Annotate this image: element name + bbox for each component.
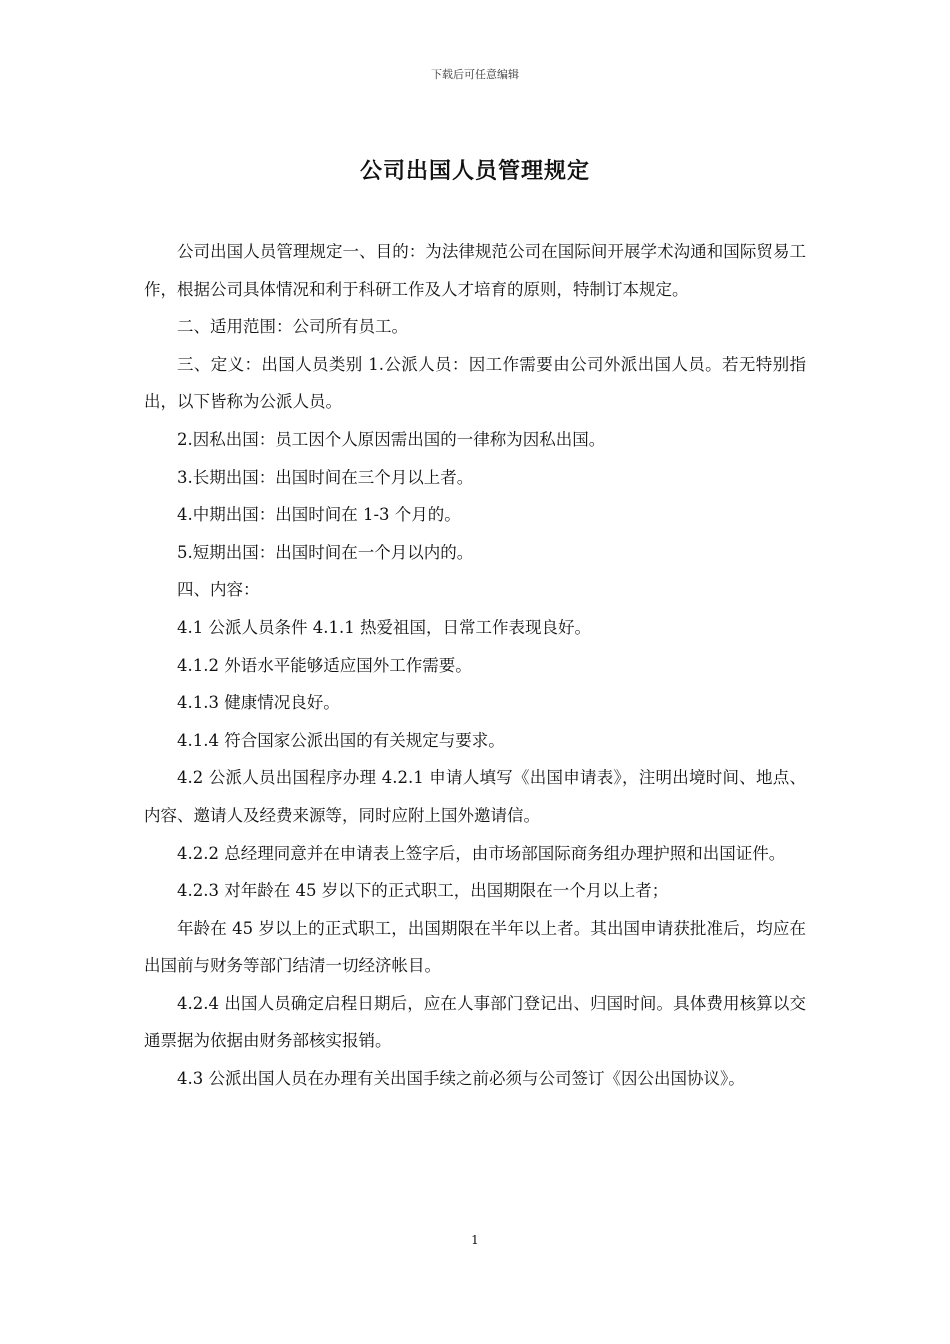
- page-number: 1: [471, 1233, 479, 1247]
- paragraph: 4.2.3 对年龄在 45 岁以下的正式职工，出国期限在一个月以上者；: [177, 881, 669, 901]
- paragraph: 4.2 公派人员出国程序办理 4.2.1 申请人填写《出国申请表》，注明出境时间、地点、内容、邀请人及经费来源等，同时应附上国外邀请信。: [144, 768, 806, 825]
- paragraph: 二、适用范围：公司所有员工。: [177, 317, 408, 337]
- paragraph: 4.3 公派出国人员在办理有关出国手续之前必须与公司签订《因公出国协议》。: [177, 1069, 745, 1089]
- paragraph: 公司出国人员管理规定一、目的：为法律规范公司在国际间开展学术沟通和国际贸易工作，根据公司具体情况和利于科研工作及人才培育的原则，特制订本规定。: [144, 242, 806, 299]
- paragraph: 4.1.3 健康情况良好。: [177, 693, 340, 713]
- paragraph: 年龄在 45 岁以上的正式职工，出国期限在半年以上者。其出国申请获批准后，均应在出国前与财务等部门结清一切经济帐目。: [144, 918, 806, 976]
- paragraph: 三、定义：出国人员类别 1.公派人员：因工作需要由公司外派出国人员。若无特别指出，以下皆称为公派人员。: [144, 354, 806, 412]
- paragraph: 4.1.2 外语水平能够适应国外工作需要。: [177, 655, 472, 675]
- paragraph: 5.短期出国：出国时间在一个月以内的。: [177, 542, 474, 562]
- paragraph: 四、内容：: [177, 580, 260, 600]
- header-note: 下载后可任意编辑: [431, 68, 519, 81]
- paragraph: 4.2.4 出国人员确定启程日期后，应在人事部门登记出、归国时间。具体费用核算以交通票据为依据由财务部核实报销。: [144, 993, 806, 1051]
- paragraph: 4.1.4 符合国家公派出国的有关规定与要求。: [177, 730, 505, 750]
- document-body: [144, 233, 806, 1098]
- paragraph: 4.中期出国：出国时间在 1-3 个月的。: [177, 505, 461, 525]
- paragraph: 4.2.2 总经理同意并在申请表上签字后，由市场部国际商务组办理护照和出国证件。: [177, 843, 786, 863]
- paragraph: 4.1 公派人员条件 4.1.1 热爱祖国，日常工作表现良好。: [177, 617, 591, 637]
- paragraph: 2.因私出国：员工因个人原因需出国的一律称为因私出国。: [177, 429, 606, 449]
- document-title: 公司出国人员管理规定: [359, 159, 590, 184]
- paragraph: 3.长期出国：出国时间在三个月以上者。: [177, 467, 474, 487]
